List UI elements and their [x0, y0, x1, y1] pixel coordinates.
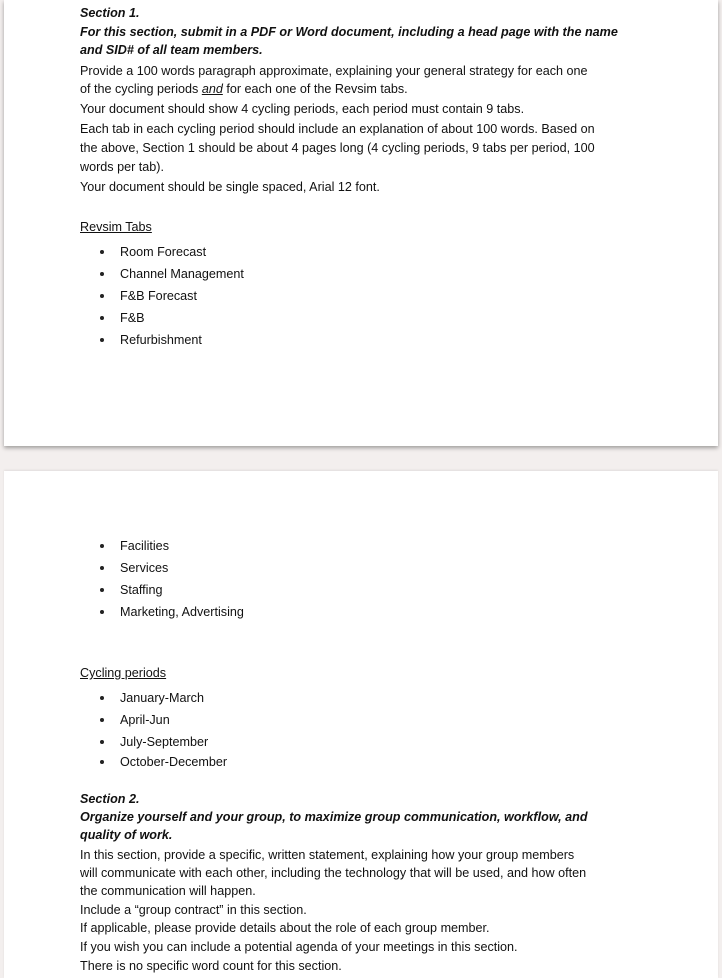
revsim-tabs-heading: Revsim Tabs — [80, 220, 152, 234]
list-item — [100, 331, 202, 349]
section1-line: Your document should be single spaced, Arial 12 font. — [80, 180, 380, 194]
section1-paragraph: Provide a 100 words paragraph approximate, explaining your general strategy for each one — [80, 64, 588, 78]
section2-line: If applicable, please provide details about the role of each group member. — [80, 921, 490, 935]
section1-heading: Section 1. — [80, 6, 140, 20]
list-item — [100, 603, 244, 621]
list-item — [100, 581, 162, 599]
list-item-label: Refurbishment — [120, 333, 202, 347]
section2-line: There is no specific word count for this section. — [80, 959, 342, 973]
section2-line: the communication will happen. — [80, 884, 256, 898]
list-item-label: Room Forecast — [120, 245, 207, 259]
list-item-label: F&B Forecast — [120, 289, 197, 303]
list-item-label: April-Jun — [120, 713, 170, 727]
list-item-label: Facilities — [120, 539, 169, 553]
list-item — [100, 265, 244, 283]
section1-instruction: For this section, submit in a PDF or Word document, including a head page with the name — [80, 25, 618, 39]
list-item — [100, 309, 145, 327]
bullet-icon — [100, 760, 104, 764]
text: of the cycling periods — [80, 82, 202, 96]
bullet-icon — [100, 566, 104, 570]
bullet-icon — [100, 740, 104, 744]
section1-paragraph — [80, 80, 408, 98]
list-item — [100, 559, 168, 577]
section2-heading: Section 2. — [80, 792, 140, 806]
bullet-icon — [100, 250, 104, 254]
section2-instruction: Organize yourself and your group, to maximize group communication, workflow, and — [80, 810, 588, 824]
list-item-label: Channel Management — [120, 267, 244, 281]
list-item — [100, 537, 169, 555]
section1-instruction: and SID# of all team members. — [80, 43, 263, 57]
bullet-icon — [100, 544, 104, 548]
bullet-icon — [100, 718, 104, 722]
list-item — [100, 243, 206, 261]
list-item — [100, 287, 197, 305]
list-item-label: January-March — [120, 691, 204, 705]
list-item-label: Marketing, Advertising — [120, 605, 244, 619]
list-item-label: Staffing — [120, 583, 163, 597]
list-item-label: Services — [120, 561, 169, 575]
list-item — [100, 733, 208, 751]
list-item-label: F&B — [120, 311, 145, 325]
section2-line: In this section, provide a specific, written statement, explaining how your group members — [80, 848, 575, 862]
bullet-icon — [100, 316, 104, 320]
emphasis-and: and — [201, 82, 223, 96]
list-item-label: July-September — [120, 735, 209, 749]
section1-line: Each tab in each cycling period should include an explanation of about 100 words. Based on — [80, 122, 595, 136]
section2-instruction: quality of work. — [80, 828, 173, 842]
bullet-icon — [100, 696, 104, 700]
bullet-icon — [100, 610, 104, 614]
bullet-icon — [100, 338, 104, 342]
section1-line: the above, Section 1 should be about 4 pages long (4 cycling periods, 9 tabs per period, 100 — [80, 141, 595, 155]
section2-line: If you wish you can include a potential agenda of your meetings in this section. — [80, 940, 518, 954]
list-item — [100, 689, 204, 707]
bullet-icon — [100, 588, 104, 592]
section1-line: words per tab). — [80, 160, 164, 174]
list-item-label: October-December — [120, 755, 228, 769]
bullet-icon — [100, 272, 104, 276]
list-item — [100, 753, 227, 771]
cycling-periods-heading: Cycling periods — [80, 666, 167, 680]
section2-line: will communicate with each other, including the technology that will be used, and how often — [80, 866, 587, 880]
section1-line: Your document should show 4 cycling periods, each period must contain 9 tabs. — [80, 102, 525, 116]
list-item — [100, 711, 170, 729]
bullet-icon — [100, 294, 104, 298]
text: for each one of the Revsim tabs. — [222, 82, 408, 96]
section2-line: Include a “group contract” in this section. — [80, 903, 307, 917]
